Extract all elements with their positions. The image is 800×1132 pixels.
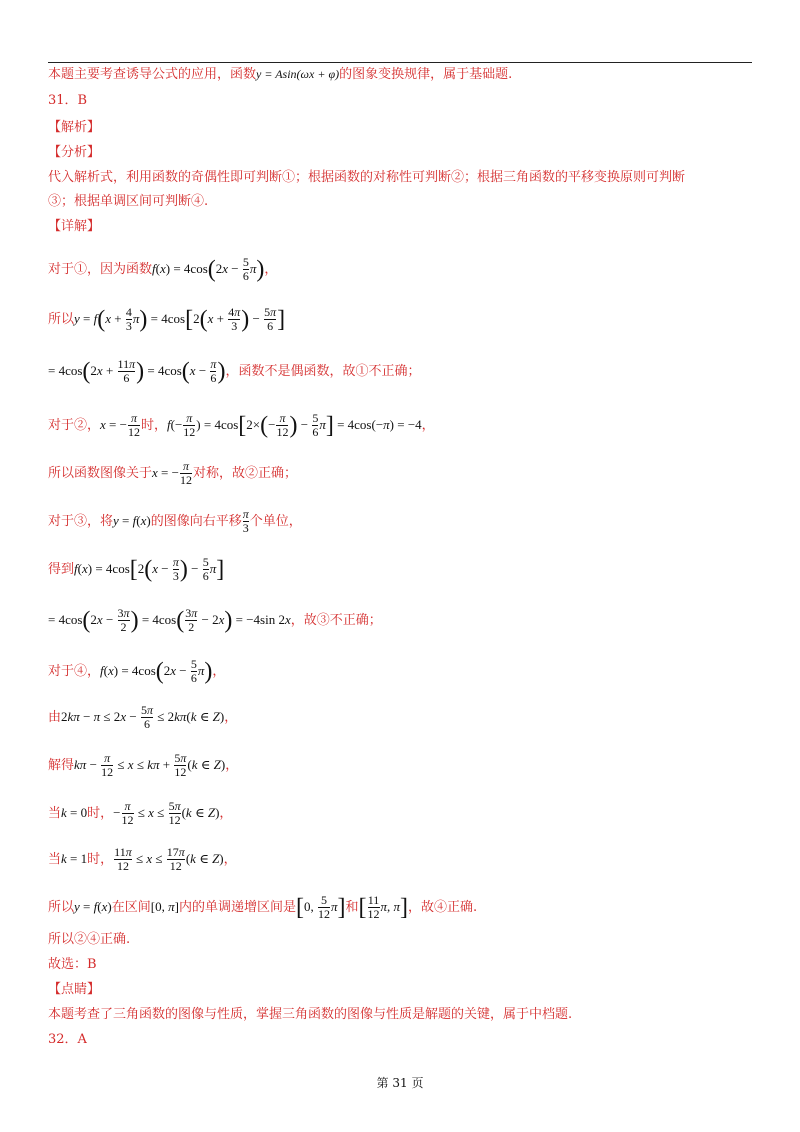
section-fenxi: 【分析】 (48, 145, 101, 160)
choice: 故选：B (48, 957, 97, 972)
conclusion: 所以②④正确. (48, 932, 131, 947)
header-note: 本题主要考查诱导公式的应用，函数y = Asin(ωx + φ)的图象变换规律，属于基础题. (48, 67, 513, 82)
step-7: 得到f(x) = 4cos[2(x − $\frac{\pi}{3}$ ) − $\frac{5}{6}$ π] (48, 555, 225, 583)
step-14: 所以y = f(x)在区间[0, π]内的单调递增区间是[0, $\frac{5}{12}$ π]和[ $\frac{11}{12}$ π, π]，故④正确. (48, 893, 478, 921)
header-note-formula: y = Asin(ωx + φ) (256, 67, 340, 81)
step-12: 当k = 0时，− $\frac{\pi}{12}$ ≤ x ≤ $\frac{5\pi}{12}$ (k ∈ Z)， (48, 799, 233, 827)
page-number: 第 31 页 (376, 1076, 424, 1090)
step-4: 对于②，x = − $\frac{\pi}{12}$ 时，f(− $\frac{\pi}{12}$ ) = 4cos[2×(− $\frac{\pi}{12}$ ) − $\frac{5}{6}$ π] = 4cos(−π) = −4， (48, 411, 435, 439)
section-dianjing: 【点睛】 (48, 982, 101, 997)
step-10: 由2kπ − π ≤ 2x − $\frac{5\pi}{6}$ ≤ 2kπ(k ∈ Z)， (48, 703, 238, 731)
section-jiexi: 【解析】 (48, 120, 101, 135)
step-1: 对于①，因为函数f(x) = 4cos(2x − $\frac{5}{6}$ π)， (48, 255, 278, 283)
answer-31: 31．B (48, 93, 88, 108)
step-11: 解得kπ − $\frac{\pi}{12}$ ≤ x ≤ kπ + $\frac{5\pi}{12}$ (k ∈ Z)， (48, 751, 239, 779)
step-6: 对于③，将y = f(x)的图像向右平移 $\frac{\pi}{3}$ 个单位， (48, 507, 302, 535)
step-5: 所以函数图像关于x = − $\frac{\pi}{12}$ 对称，故②正确； (48, 459, 297, 487)
analysis-line-2: ③；根据单调区间可判断④. (48, 194, 209, 209)
step-9: 对于④，f(x) = 4cos(2x − $\frac{5}{6}$ π)， (48, 657, 226, 685)
section-xiangjie: 【详解】 (48, 219, 101, 234)
step-8: = 4cos(2x − $\frac{3\pi}{2}$ ) = 4cos( $\frac{3\pi}{2}$ − 2x) = −4sin 2x，故③不正确； (48, 606, 382, 634)
step-2: 所以y = f(x + $\frac{4}{3}$ π) = 4cos[2(x + $\frac{4\pi}{3}$ ) − $\frac{5\pi}{6}$ ] (48, 305, 286, 333)
step-13: 当k = 1时， $\frac{11\pi}{12}$ ≤ x ≤ $\frac{17\pi}{12}$ (k ∈ Z)， (48, 845, 237, 873)
summary: 本题考查了三角函数的图像与性质，掌握三角函数的图像与性质是解题的关键，属于中档题. (48, 1007, 573, 1022)
step-3: = 4cos(2x + $\frac{11\pi}{6}$ ) = 4cos(x − $\frac{\pi}{6}$ )，函数不是偶函数，故①不正确； (48, 357, 421, 385)
analysis-line-1: 代入解析式，利用函数的奇偶性即可判断①；根据函数的对称性可判断②；根据三角函数的平移变换原则可判断 (48, 170, 686, 185)
header-rule (48, 62, 752, 63)
answer-32: 32．A (48, 1032, 87, 1047)
